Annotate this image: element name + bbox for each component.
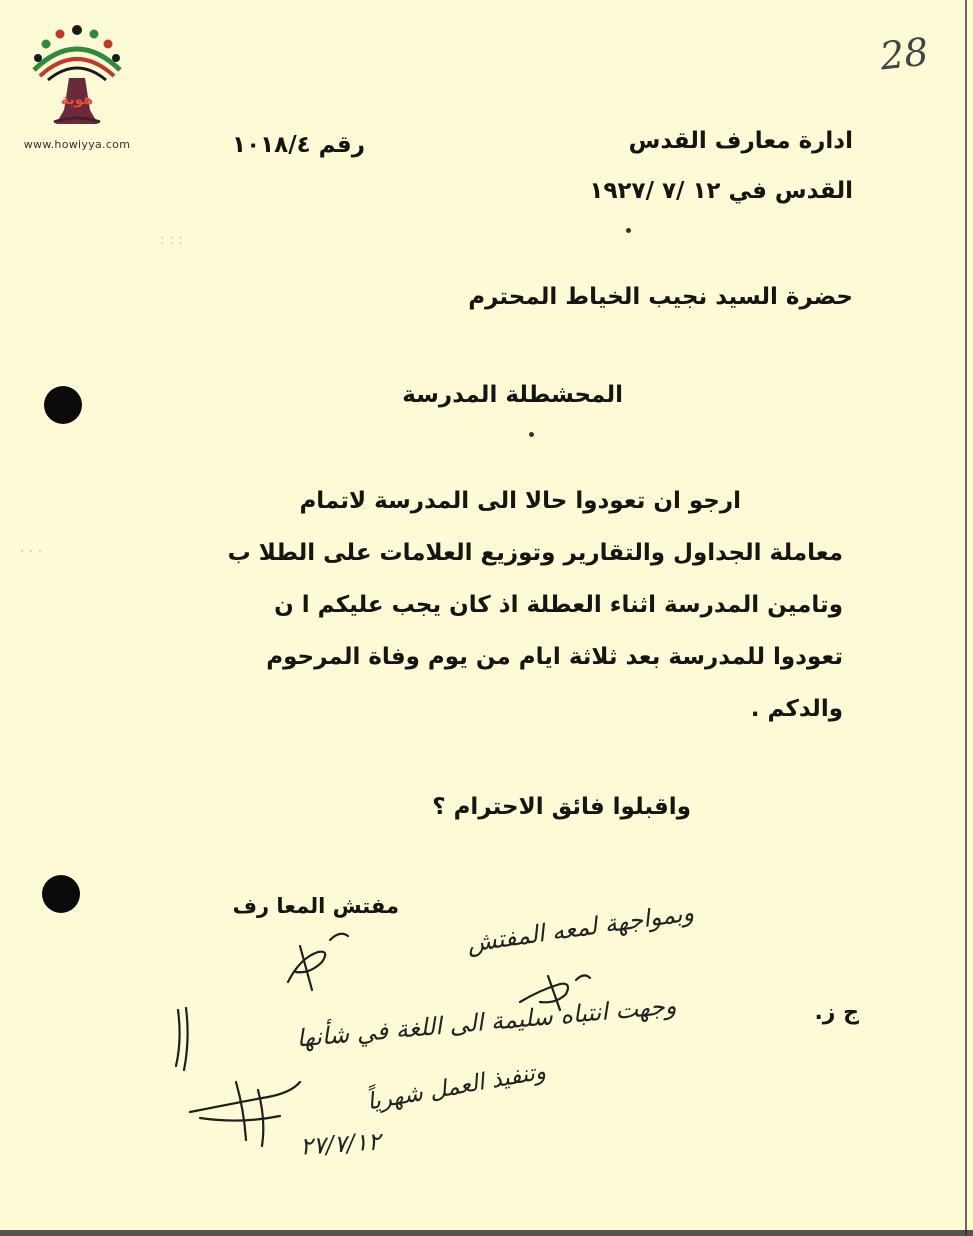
body-line: تعودوا للمدرسة بعد ثلاثة ايام من يوم وفاة المرحوم xyxy=(266,644,843,670)
handwritten-date: ٢٧/٧/١٢ xyxy=(299,1127,382,1161)
body-line: ارجو ان تعودوا حالا الى المدرسة لاتمام xyxy=(299,488,741,514)
body-line: معاملة الجداول والتقارير وتوزيع العلامات على الطلا ب xyxy=(227,540,843,566)
archive-page-number: 28 xyxy=(877,29,931,79)
copy-marker: ج ز. xyxy=(814,1000,859,1025)
addressee: حضرة السيد نجيب الخياط المحترم xyxy=(468,284,853,310)
body-line: والدكم . xyxy=(750,696,843,722)
handwritten-note: وجهت انتباه سليمة الى اللغة في شأنها xyxy=(295,991,678,1053)
handwritten-note: وتنفيذ العمل شهرياً xyxy=(365,1058,548,1116)
subject-line: المحشطلة المدرسة xyxy=(402,382,623,408)
bleed-through-mark: : : : xyxy=(160,232,184,248)
bleed-through-mark: . . . xyxy=(20,540,43,556)
place-date: القدس في ١٢ /٧ /١٩٢٧ xyxy=(589,178,853,204)
handwritten-note: وبمواجهة لمعه المفتش xyxy=(465,898,696,958)
reference-number: رقم ١٠١٨/٤ xyxy=(232,132,365,158)
closing-line: واقبلوا فائق الاحترام ؟ xyxy=(432,794,691,820)
logo-brand-text: هوية xyxy=(60,92,94,108)
signature-title: مفتش المعا رف xyxy=(232,894,399,918)
body-line: وتامين المدرسة اثناء العطلة اذ كان يجب عليكم ا ن xyxy=(274,592,843,618)
office-name: ادارة معارف القدس xyxy=(628,128,853,154)
logo-url: www.howiyya.com xyxy=(23,138,131,151)
